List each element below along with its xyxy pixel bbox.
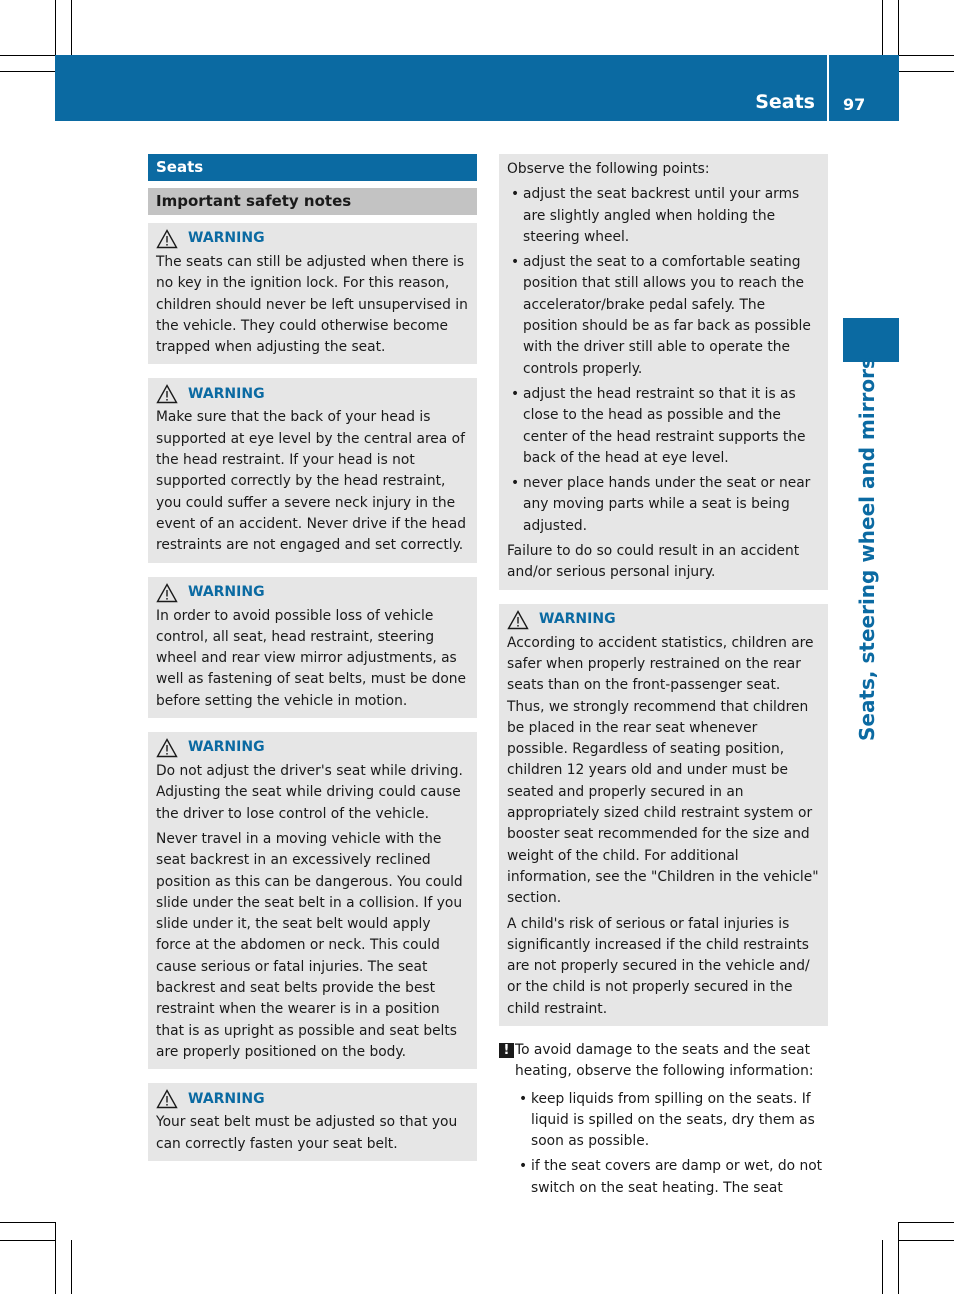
warning-box xyxy=(148,732,477,1069)
list-item: • keep liquids from spilling on the seats. If liquid is spilled on the seats, dry them as soon as possible. xyxy=(515,1089,828,1153)
points-box xyxy=(499,154,828,590)
chapter-tab xyxy=(843,318,899,362)
page-header xyxy=(55,55,899,121)
list-item: • adjust the head restraint so that it is as close to the head as possible and the center of the head restraint supports the back of the head at eye level. xyxy=(507,384,820,469)
points-intro: Observe the following points: xyxy=(507,161,710,177)
section-heading: Seats xyxy=(148,154,477,181)
crop-mark xyxy=(71,1240,72,1294)
list-item: • adjust the seat to a comfortable seating position that still allows you to reach the accelerator/brake pedal safely. The position should be as far back as possible with the driver still able to operate the controls properly. xyxy=(507,252,820,380)
warning-text: Your seat belt must be adjusted so that you can correctly fasten your seat belt. xyxy=(156,1114,458,1152)
crop-mark xyxy=(899,1240,954,1241)
crop-mark xyxy=(55,1222,56,1294)
crop-mark xyxy=(0,71,55,72)
crop-mark xyxy=(899,1222,954,1223)
exclamation-icon: ! xyxy=(499,1043,514,1058)
warning-label: WARNING xyxy=(188,583,265,600)
warning-triangle-icon xyxy=(156,1089,178,1109)
list-item: • if the seat covers are damp or wet, do not switch on the seat heating. The seat xyxy=(515,1156,828,1199)
warning-triangle-icon xyxy=(507,610,529,630)
crop-mark xyxy=(899,55,954,56)
warning-box xyxy=(148,378,477,562)
warning-triangle-icon xyxy=(156,583,178,603)
warning-text: According to accident statistics, children are safer when properly restrained on the rear seats than on the front-passenger seat. Thus, we strongly recommend that children be placed in the rear seat whenever possible. Regardless of seating position, children 12 years old and under must be seated and properly secured in an appropriately sized child restraint system or booster seat recommended for the size and weight of the child. For additional information, see the "Children in the vehicle" section. xyxy=(507,634,819,907)
crop-mark xyxy=(898,1222,899,1294)
warning-box xyxy=(499,604,828,1026)
right-column xyxy=(499,154,828,1203)
warning-triangle-icon xyxy=(156,738,178,758)
warning-box xyxy=(148,1083,477,1161)
header-title: Seats xyxy=(755,91,815,113)
warning-text: Do not adjust the driver's seat while driving. Adjusting the seat while driving could cause the driver to lose control of the vehicle. xyxy=(156,763,463,822)
damage-notice xyxy=(499,1040,828,1199)
page-number: 97 xyxy=(843,95,866,114)
crop-mark xyxy=(898,0,899,55)
crop-mark xyxy=(882,0,883,55)
warning-triangle-icon xyxy=(156,229,178,249)
crop-mark xyxy=(882,1240,883,1294)
notice-list xyxy=(507,1089,828,1199)
warning-label: WARNING xyxy=(539,610,616,627)
crop-mark xyxy=(899,71,954,72)
crop-mark xyxy=(0,1240,55,1241)
chapter-label: Seats, steering wheel and mirrors xyxy=(855,357,879,741)
header-divider xyxy=(827,55,829,121)
warning-text: Never travel in a moving vehicle with the seat backrest in an excessively reclined position as this can be dangerous. You could slide under the seat belt in a collision. If you slide under it, the seat belt would apply force at the abdomen or neck. This could cause serious or fatal injuries. The seat backrest and seat belts provide the best restraint when the wearer is in a position that is as upright as possible and seat belts are properly positioned on the body. xyxy=(156,830,463,1060)
warning-label: WARNING xyxy=(188,739,265,756)
list-item: • adjust the seat backrest until your arms are slightly angled when holding the steering wheel. xyxy=(507,184,820,248)
warning-text: A child's risk of serious or fatal injuries is significantly increased if the child restraints are not properly secured in the vehicle and/ or the child is not properly secured in the child restraint. xyxy=(507,915,810,1017)
warning-text: The seats can still be adjusted when there is no key in the ignition lock. For this reason, children should never be left unsupervised in the vehicle. They could otherwise become trapped when adjusting the seat. xyxy=(156,254,468,356)
notice-text: To avoid damage to the seats and the seat heating, observe the following information: xyxy=(515,1041,814,1080)
points-list xyxy=(507,184,820,537)
warning-box xyxy=(148,223,477,364)
crop-mark xyxy=(0,1222,55,1223)
warning-triangle-icon xyxy=(156,384,178,404)
warning-text: Make sure that the back of your head is supported at eye level by the central area of the head restraint. If your head is not supported correctly by the head restraint, you could suffer a severe neck injury in the event of an accident. Never drive if the head restraints are not engaged and set correctly. xyxy=(156,409,466,554)
warning-label: WARNING xyxy=(188,385,265,402)
subheading: Important safety notes xyxy=(148,188,477,215)
warning-label: WARNING xyxy=(188,1090,265,1107)
points-outro: Failure to do so could result in an accident and/or serious personal injury. xyxy=(507,543,800,581)
left-column xyxy=(148,154,477,1175)
warning-box xyxy=(148,577,477,718)
list-item: • never place hands under the seat or near any moving parts while a seat is being adjusted. xyxy=(507,473,820,537)
warning-text: In order to avoid possible loss of vehicle control, all seat, head restraint, steering wheel and rear view mirror adjustments, as well as fastening of seat belts, must be done before setting the vehicle in motion. xyxy=(156,607,467,709)
crop-mark xyxy=(55,0,56,55)
crop-mark xyxy=(0,55,55,56)
crop-mark xyxy=(71,0,72,55)
warning-label: WARNING xyxy=(188,230,265,247)
